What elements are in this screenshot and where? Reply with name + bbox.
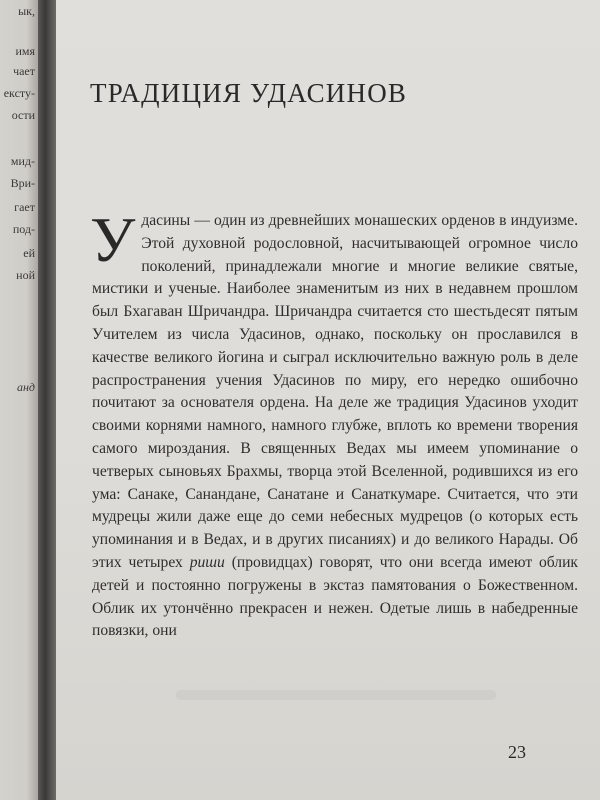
- chapter-title: ТРАДИЦИЯ УДАСИНОВ: [90, 78, 408, 108]
- book-gutter: [38, 0, 56, 800]
- left-page-fragment: ости: [11, 108, 35, 122]
- body-paragraph: [90, 204, 579, 643]
- body-text-part-1: дасины — один из древнейших монашеских орденов в индуизме. Этой духовной родословной, насчитывающей огромное число поколений, принадлежали многие и многие великие святые, мистики и ученые. Наиболее знаменитым из них в недавнем прошлом был Бхагаван Шричандра. Шричандра считается сто шестьдесят пятым Учителем из числа Удасинов, однако, поскольку он прославился в качестве великого йогина и сыграл исключительно важную роль в деле распространения учения Удасинов по миру, его нередко ошибочно почитают за основателя ордена. На деле же традиция Удасинов уходит своими корнями намного, намного глубже, вплоть ко времени творения самого мироздания. В священных Ведах мы имеем упоминание о четверых сыновьях Брахмы, творца этой Вселенной, родившихся из его ума: Санаке, Санандане, Санатане и Санаткумаре. Считается, что эти мудрецы жили даже еще до семи небесных мудрецов (о которых есть упоминания и в Ведах, и в других писаниях) и до великого Нарады. Об этих четырех: [92, 212, 578, 571]
- body-text-italic: риши: [189, 553, 225, 571]
- left-page-fragment: имя: [15, 44, 35, 58]
- page-number: 23: [508, 742, 526, 762]
- left-page-edge: [0, 0, 38, 800]
- left-page-fragment: ык,: [18, 4, 35, 18]
- left-page-fragment: анд: [16, 380, 35, 394]
- left-page-fragment: под-: [12, 222, 35, 236]
- left-page-fragment: чает: [13, 64, 35, 78]
- left-page-fragment: ной: [16, 268, 35, 282]
- drop-cap: У: [90, 204, 136, 275]
- left-page-fragment: Ври-: [10, 176, 35, 190]
- book-page: [56, 0, 600, 800]
- left-page-fragment: ексту-: [3, 86, 35, 100]
- show-through-shadow: [176, 690, 496, 700]
- left-page-fragment: ей: [23, 246, 35, 260]
- left-page-fragment: гает: [14, 200, 35, 214]
- left-page-fragment: мид-: [10, 154, 35, 168]
- body-text-part-2: (провидцах) говорят, что они всегда имеют облик детей и постоянно погружены в экстаз памятования о Божественном. Облик их утончённо прекрасен и нежен. Одетые лишь в набедренные повязки, они: [92, 553, 579, 640]
